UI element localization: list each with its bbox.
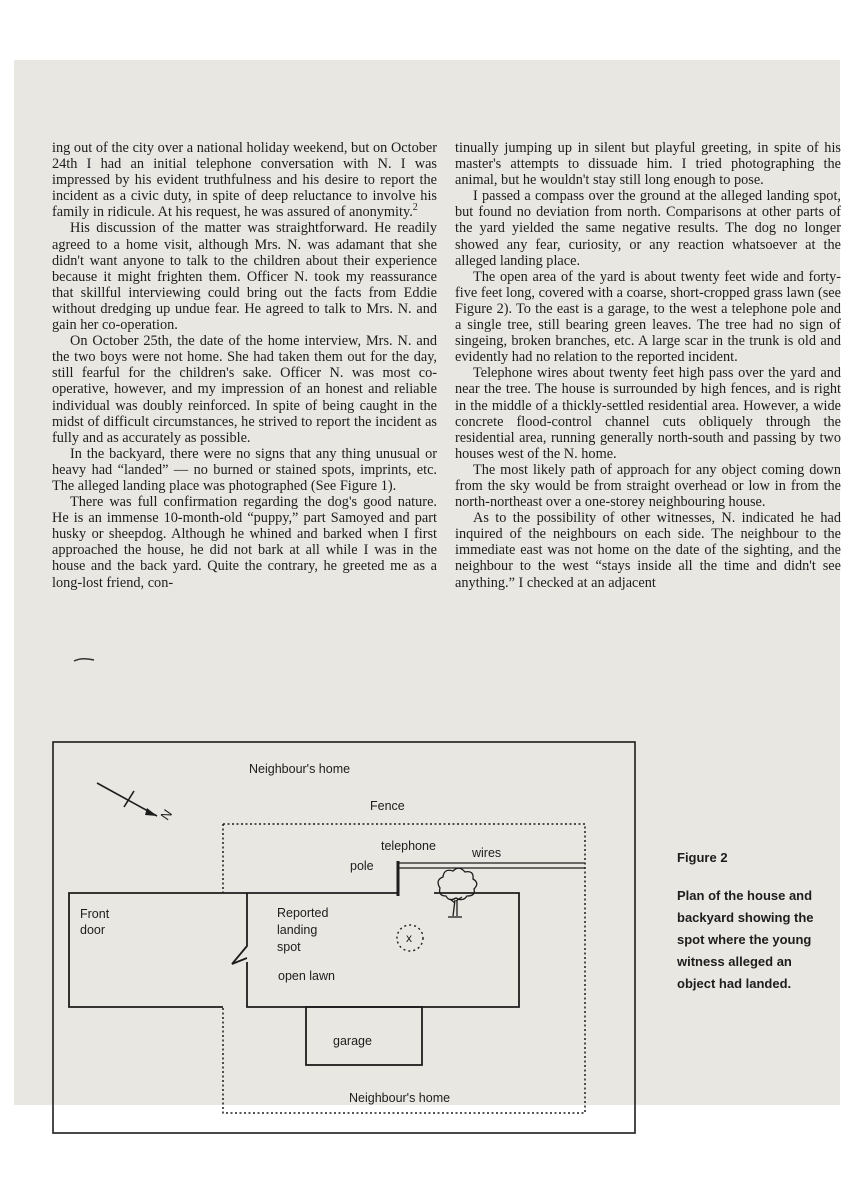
figure-2-plan: [52, 741, 636, 1134]
plan-diagram: [52, 741, 636, 1134]
lawn-outline: [223, 893, 519, 1007]
paragraph-right-6: As to the possibility of other witnesses, N. indicated he had inquired of the neighbours on each side. The neighbour to the immediate east was not home on the date of the sighting, and the neighbour to the west “stays inside all the time and didn't see anything.” I checked at an adjacent: [455, 510, 841, 591]
label-neighbour-top: Neighbour's home: [249, 762, 351, 776]
telephone-wires: [398, 863, 585, 868]
paragraph-left-1: ing out of the city over a national holiday weekend, but on October 24th I had an initial telephone conversation with N. I was impressed by his evident truthfulness and his desire to report the incident as a civic duty, in spite of deep reluctance to involve his family in ridicule. At his request, he was assured of anonymity.$^2$: [52, 140, 437, 221]
label-north: N: [157, 806, 176, 823]
paragraph-right-1: tinually jumping up in silent but playful greeting, in spite of his master's attempts to dissuade him. I tried photographing the animal, but he wouldn't stay still long enough to pose.: [455, 140, 841, 189]
label-front: Front: [80, 907, 110, 921]
paragraph-right-3: The open area of the yard is about twenty feet wide and forty-five feet long, covered with a coarse, short-cropped grass lawn (see Figure 2). To the east is a garage, to the west a telephone pole and a single tree, still bearing green leaves. The tree had no sign of singeing, broken branches, etc. A large scar in the trunk is old and evidently had no relation to the reported incident.: [455, 268, 841, 366]
label-landing: landing: [277, 923, 318, 937]
paragraph-left-4: In the backyard, there were no signs that any thing unusual or heavy had “landed” — no burned or stained spots, imprints, etc. The alleged landing place was photographed (See Figure 1).: [52, 445, 437, 494]
paragraph-left-2: His discussion of the matter was straightforward. He readily agreed to a home visit, although Mrs. N. was adamant that she didn't want anyone to talk to the children about their experience because it might frighten them. Officer N. took my reassurance that skillful interviewing could bring out the facts from Eddie without dredging up undue fear. He agreed to talk to Mrs. N. and gain her co-operation.: [52, 220, 437, 334]
caption-title: Figure 2: [677, 850, 728, 865]
label-pole: pole: [350, 859, 374, 873]
label-landing-mark: x: [406, 931, 412, 945]
paragraph-left-3: On October 25th, the date of the home interview, Mrs. N. and the two boys were not home. She had taken them out for the day, still fearful for the children's sake. Officer N. was most co-operative, however, and my impression of an honest and reliable individual was doubly reinforced. In spite of being caught in the midst of difficult circumstances, he strived to report the incident as fully and as accurately as possible.: [52, 333, 437, 446]
label-neighbour-bottom: Neighbour's home: [349, 1091, 451, 1105]
text-column-right: [455, 140, 841, 591]
caption-body: Plan of the house and backyard showing the spot where the young witness alleged an object had landed.: [677, 888, 814, 991]
label-reported: Reported: [277, 906, 329, 920]
label-telephone: telephone: [381, 839, 436, 853]
footnote-marker: 2: [412, 202, 418, 214]
figure-frame: [53, 742, 635, 1133]
paragraph-right-5: The most likely path of approach for any object coming down from the sky would be from straight overhead or low in from the north-northeast over a one-storey neighbouring house.: [455, 461, 841, 511]
figure-caption: [677, 850, 827, 995]
label-garage: garage: [333, 1034, 372, 1048]
text-column-left: [52, 140, 437, 591]
document-page: [14, 60, 840, 1105]
label-open-lawn: open lawn: [278, 969, 335, 983]
north-arrow-icon: [97, 783, 157, 816]
paragraph-right-4: Telephone wires about twenty feet high pass over the yard and near the tree. The house is surrounded by high fences, and is right in the middle of a thickly-settled residential area. However, a wide concrete flood-control channel cuts obliquely through the residential area, running generally north-south and passing by two houses west of the N. home.: [455, 365, 841, 462]
label-wires: wires: [472, 846, 502, 860]
paragraph-left-5: There was full confirmation regarding the dog's good nature. He is an immense 10-month-old “puppy,” part Samoyed and part husky or sheepdog. Although he whined and barked when I first approached the house, he did not bark at all while I was in the house and the back yard. Quite the contrary, he greeted me as a long-lost friend, con-: [52, 494, 437, 591]
label-spot: spot: [277, 940, 301, 954]
paragraph-right-2: I passed a compass over the ground at the alleged landing spot, but found no deviation from north. Comparisons at other parts of the yard yielded the same negative results. The dog no longer showed any fear, curiosity, or any reaction whatsoever at the alleged landing place.: [455, 188, 841, 269]
label-door: door: [80, 923, 106, 937]
stray-mark: [72, 656, 98, 664]
label-fence: Fence: [370, 799, 405, 813]
